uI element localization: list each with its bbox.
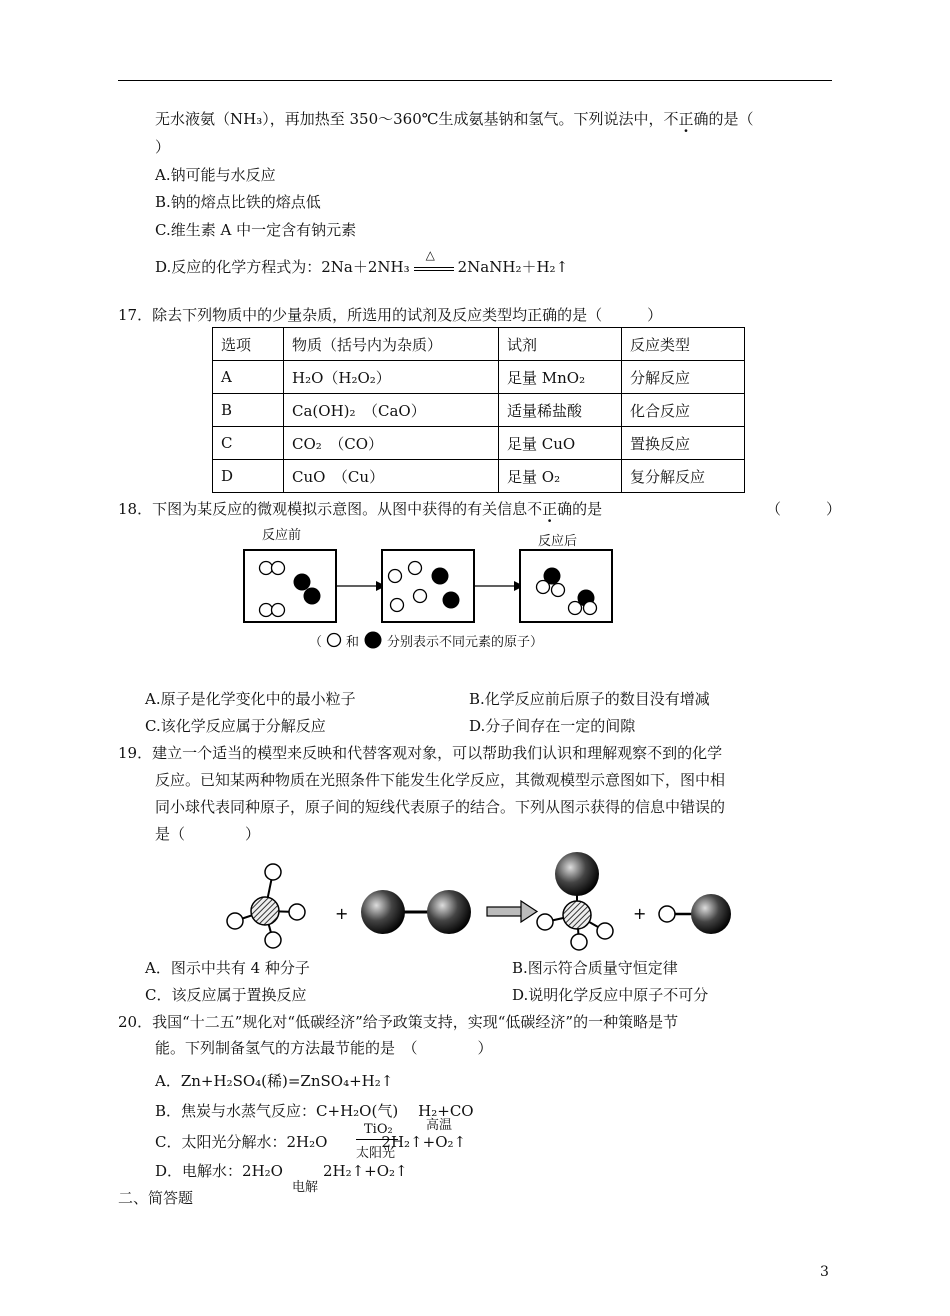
black-atom [294,574,311,591]
header-substance: 物质（括号内为杂质） [284,328,499,361]
q18-emphasis: 不正确 [527,500,573,518]
black-atom [304,588,321,605]
table-row [213,427,745,460]
white-atom [537,581,550,594]
white-atom [409,562,422,575]
section-title: 二、简答题 [118,1189,194,1207]
q18-option-b: B.化学反应前后原子的数目没有增减 [469,690,710,708]
q18-stem: 18．下图为某反应的微观模拟示意图。从图中获得的有关信息不正确的是 [118,500,603,518]
q16-emphasis: 不正确 [663,110,709,128]
table-row [213,394,745,427]
page-number: 3 [820,1264,829,1280]
q19-line2: 反应。已知某两种物质在光照条件下能发生化学反应，其微观模型示意图如下，图中相 [155,771,726,789]
table-header-row [213,328,745,361]
q19-line1: 19．建立一个适当的模型来反映和代替客观对象，可以帮助我们认识和理解观察不到的化学 [118,744,723,762]
table-cell: H₂O（H₂O₂） [284,361,499,394]
header-rule [118,80,832,81]
header-reagent: 试剂 [499,328,622,361]
q16-condition: △ [425,248,435,262]
q19-line3: 同小球代表同种原子，原子间的短线代表原子的结合。下列从图示获得的信息中错误的 [155,798,726,816]
q20-line1: 20．我国“十二五”规化对“低碳经济”给予政策支持，实现“低碳经济”的一种策略是节 [118,1013,679,1031]
q20-line2: 能。下列制备氢气的方法最节能的是 （ ） [155,1039,493,1057]
table-row [213,361,745,394]
black-atom-icon [363,630,383,650]
q16-option-d: D.反应的化学方程式为：2Na＋2NH₃ △ 2NaNH₂＋H₂↑ [155,248,569,276]
table-cell: Ca(OH)₂ （CaO） [284,394,499,427]
label-before: 反应前 [262,528,302,543]
plus-sign-1: + [335,904,349,923]
q20-d-condition: 电解 [292,1180,319,1195]
plus-sign-2: + [633,904,647,923]
table-cell: 足量 CuO [499,427,622,460]
q20-option-c: C．太阳光分解水：2H₂O 2H₂↑+O₂↑ [155,1133,467,1151]
black-atom [432,568,449,585]
box-before [244,550,336,622]
q16-line1: 无水液氨（NH₃），再加热至 350～360℃生成氨基钠和氢气。下列说法中，不正确的是（ [155,110,754,128]
q19-line4: 是（ ） [155,825,261,843]
q18-legend: （ 和 分别表示不同元素的原子） [309,630,543,650]
black-atom [443,592,460,609]
table-cell: 适量稀盐酸 [499,394,622,427]
q18-option-a: A.原子是化学变化中的最小粒子 [145,690,356,708]
table-row [213,460,745,493]
q20-c-condition-top: TiO₂ [364,1122,393,1137]
table-cell: C [213,427,284,460]
white-atom [260,604,273,617]
white-atom [584,602,597,615]
chlorine-molecule [361,890,471,934]
table-cell: A [213,361,284,394]
table-cell: 置换反应 [622,427,745,460]
table-cell: 复分解反应 [622,460,745,493]
q20-c-condition-bottom: 太阳光 [356,1146,396,1161]
white-atom [272,604,285,617]
q20-option-a: A．Zn+H₂SO₄(稀)=ZnSO₄+H₂↑ [155,1072,394,1090]
q18-option-c: C.该化学反应属于分解反应 [145,717,326,735]
chloromethane-molecule [537,852,613,950]
q19-option-a: A．图示中共有 4 种分子 [145,959,310,977]
table-cell: CO₂ （CO） [284,427,499,460]
q16-option-a: A.钠可能与水反应 [155,166,276,184]
q20-c-condition-line [356,1139,398,1140]
q20-option-b: B．焦炭与水蒸气反应：C+H₂O(气) H₂+CO [155,1102,474,1120]
table-cell: 足量 O₂ [499,460,622,493]
q19-diagram [195,846,745,954]
white-atom [391,599,404,612]
q20-b-condition: 高温 [426,1118,453,1133]
q18-answer-paren: （ ） [766,500,842,518]
q16-line2: ） [155,138,171,156]
q16-option-c: C.维生素 A 中一定含有钠元素 [155,221,357,239]
q19-option-b: B.图示符合质量守恒定律 [512,959,678,977]
methane-molecule [227,864,305,948]
q18-option-d: D.分子间存在一定的间隙 [469,717,636,735]
white-atom [272,562,285,575]
box-after [520,550,612,622]
q19-option-c: C．该反应属于置换反应 [145,986,307,1004]
header-reaction-type: 反应类型 [622,328,745,361]
white-atom [260,562,273,575]
table-cell: D [213,460,284,493]
q16-option-b: B.钠的熔点比铁的熔点低 [155,193,321,211]
table-cell: 分解反应 [622,361,745,394]
white-atom [552,584,565,597]
white-atom-icon [326,632,342,648]
table-cell: 化合反应 [622,394,745,427]
label-after: 反应后 [538,534,578,549]
header-option: 选项 [213,328,284,361]
q20-option-d: D．电解水：2H₂O 2H₂↑+O₂↑ [155,1162,408,1180]
reaction-arrow [487,901,537,922]
white-atom [414,590,427,603]
q18-diagram [240,546,620,628]
table-cell: B [213,394,284,427]
white-atom [569,602,582,615]
q17-stem: 17．除去下列物质中的少量杂质，所选用的试剂及反应类型均正确的是（ ） [118,306,663,324]
white-atom [389,570,402,583]
hydrogen-chloride-molecule [659,894,731,934]
q19-option-d: D.说明化学反应中原子不可分 [512,986,709,1004]
table-cell: 足量 MnO₂ [499,361,622,394]
q17-table [212,327,745,493]
table-cell: CuO （Cu） [284,460,499,493]
